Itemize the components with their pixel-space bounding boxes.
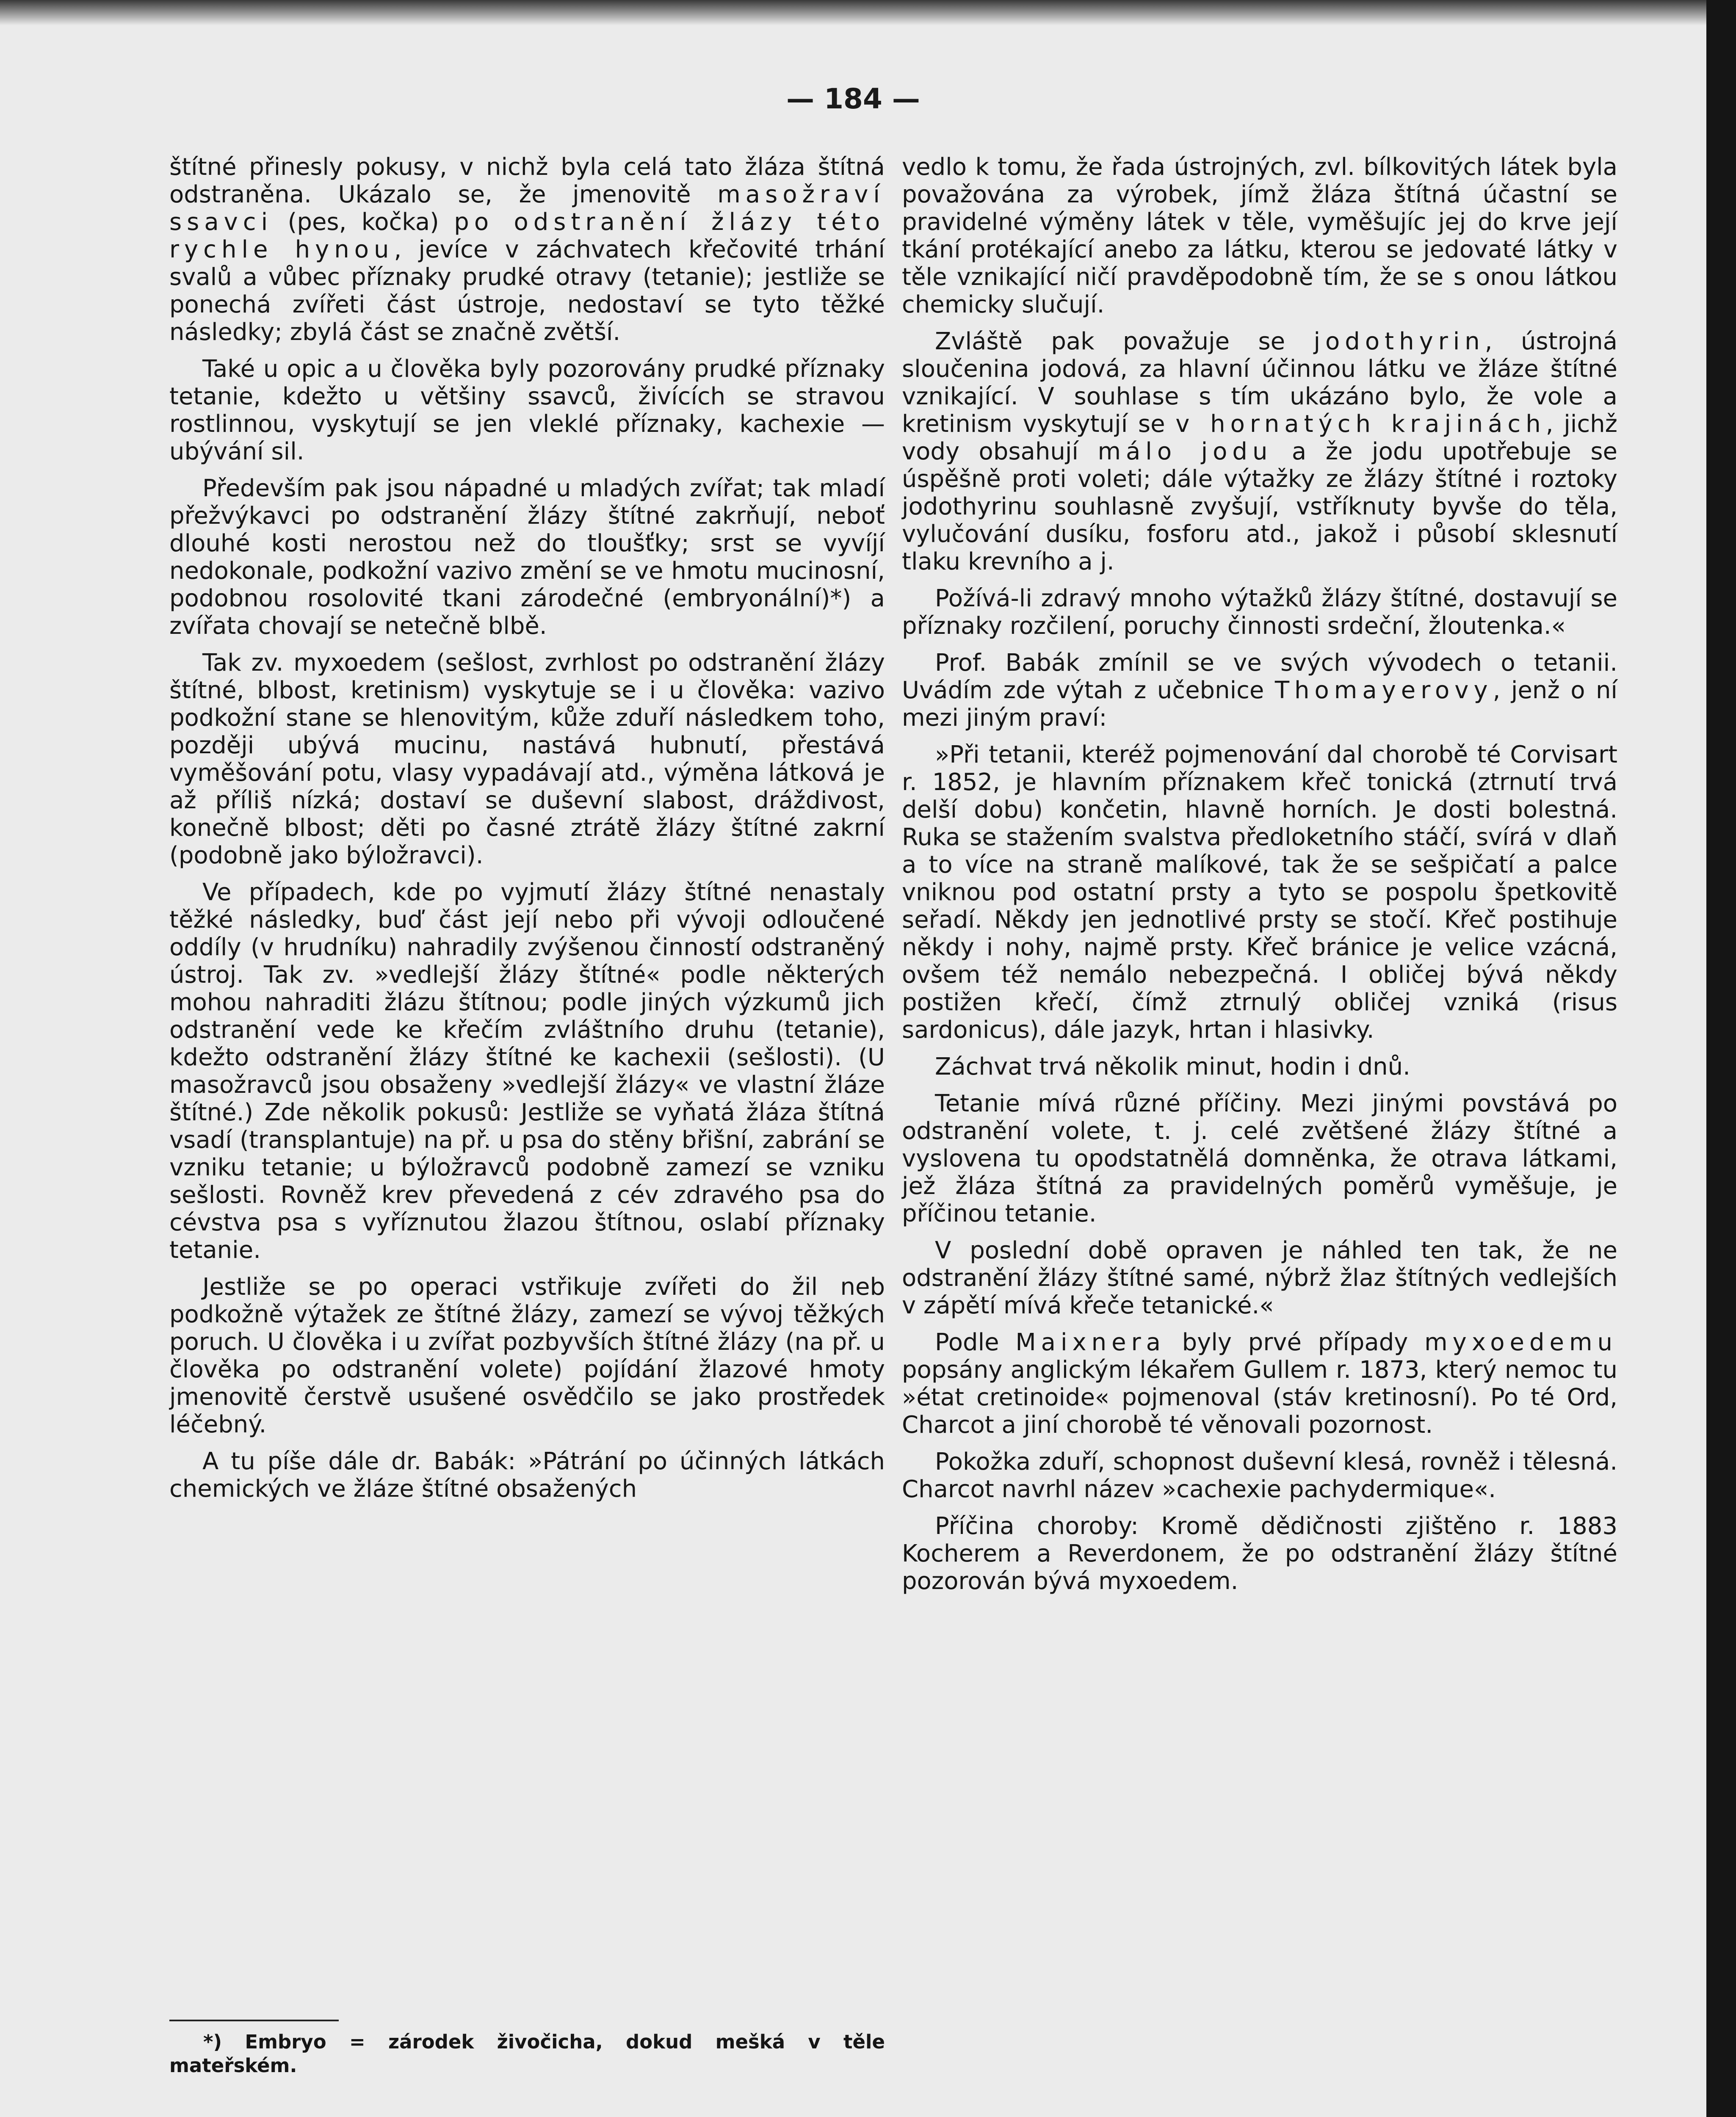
text-run: popsány anglickým lékařem Gullem r. 1873, který nemoc tu »état cretinoide« pojmenoval (stáv kretinosní). Po té Ord, Charcot a jiní chorobě té věnovali pozornost. bbox=[902, 1356, 1617, 1439]
footnote bbox=[169, 2030, 885, 2078]
text-run: vedlo k tomu, že řada ústrojných, zvl. bílkovitých látek byla považována za výrobek, jímž žláza štítná účastní se pravidelné výměny látek v těle, vyměšujíc jej do krve její tkání protékající anebo za látku, kterou se jedovaté látky v těle vznikající ničí pravděpodobně tím, že se s onou látkou chemicky slučují. bbox=[902, 153, 1617, 318]
text-run: »Při tetanii, kteréž pojmenování dal chorobě té Corvisart r. 1852, je hlavním příznakem křeč tonická (ztrnutí trvá delší dobu) končetin, hlavně horních. Je dosti bolestná. Ruka se stažením svalstva předloketního stáčí, svírá v dlaň a to více na straně malíkové, tak že se sešpičatí a palce vniknou pod ostatní prsty a tyto se pospolu špetkovitě seřadí. Někdy jen jednotlivé prsty se stočí. Křeč postihuje někdy i nohy, najmě prsty. Křeč bránice je velice vzácná, ovšem též nemálo nebezpečná. I obličej bývá někdy postižen křečí, čímž ztrnulý obličej vzniká (risus sardonicus), dále jazyk, hrtan i hlasivky. bbox=[902, 741, 1617, 1044]
right-text-column bbox=[902, 153, 1617, 1604]
spaced-emphasis: myxoedemu bbox=[1424, 1329, 1617, 1356]
page-number: — 184 — bbox=[786, 83, 920, 115]
paragraph-l7 bbox=[169, 1448, 885, 1503]
paragraph-r5 bbox=[902, 741, 1617, 1044]
text-run: byly prvé případy bbox=[1165, 1329, 1425, 1356]
text-run: a že jodu upotřebuje se úspěšně proti voleti; dále výtažky ze žlázy štítné i roztoky jodothyrinu souhlasně zvyšují, vstříknuty byvše do těla, vylučování dusíku, fosforu atd., jakož i působí sklesnutí tlaku krevního a j. bbox=[902, 438, 1617, 575]
text-run: Tetanie mívá různé příčiny. Mezi jinými povstává po odstranění volete, t. j. celé zvětšené žlázy štítné a vyslovena tu opodstatnělá domněnka, že otrava látkami, jež žláza štítná za pravidelných poměrů vyměšuje, je příčinou tetanie. bbox=[902, 1090, 1617, 1227]
text-run: Především pak jsou nápadné u mladých zvířat; tak mladí přežvýkavci po odstranění žlázy štítné zakrňují, neboť dlouhé kosti nerostou než do tloušťky; srst se vyvíjí nedokonale, podkožní vazivo změní se ve hmotu mucinosní, podobnou rosolovité tkani zárodečné (embryonální)*) a zvířata chovají se netečně blbě. bbox=[169, 475, 885, 640]
text-run: , jichž vody obsahují bbox=[902, 410, 1617, 465]
paragraph-r3 bbox=[902, 585, 1617, 640]
text-run: Pokožka zduří, schopnost duševní klesá, rovněž i tělesná. Charcot navrhl název »cachexie pachydermique«. bbox=[902, 1448, 1617, 1503]
paragraph-l2 bbox=[169, 355, 885, 465]
text-run: štítné přinesly pokusy, v nichž byla celá tato žláza štítná odstraněna. Ukázalo se, že jmenovitě bbox=[169, 153, 885, 208]
spaced-emphasis: v hornatých krajinách bbox=[1175, 410, 1546, 438]
left-text-column bbox=[169, 153, 885, 1512]
paragraph-r1 bbox=[902, 153, 1617, 318]
text-run: Tak zv. myxoedem (sešlost, zvrhlost po odstranění žlázy štítné, blbost, kretinism) vyskytuje se i u člověka: vazivo podkožní stane se hlenovitým, kůže zduří následkem toho, později ubývá mucinu, nastává hubnutí, přestává vyměšování potu, vlasy vypadávají atd., výměna látková je až příliš nízká; dostaví se duševní slabost, dráždivost, konečně blbost; děti po časné ztrátě žlázy štítné zakrní (podobně jako býložravci). bbox=[169, 649, 885, 869]
text-run: Záchvat trvá několik minut, hodin i dnů. bbox=[935, 1053, 1410, 1081]
text-run: A tu píše dále dr. Babák: »Pátrání po účinných látkách chemických ve žláze štítné obsažených bbox=[169, 1448, 885, 1503]
text-run: Také u opic a u člověka byly pozorovány prudké příznaky tetanie, kdežto u většiny ssavců, živících se stravou rostlinnou, vyskytují se jen vleklé příznaky, kachexie — ubývání sil. bbox=[169, 355, 885, 465]
paragraph-l4 bbox=[169, 649, 885, 869]
paragraph-r8 bbox=[902, 1237, 1617, 1319]
text-run: Podle bbox=[935, 1329, 1016, 1356]
footnote-rule bbox=[169, 2020, 339, 2021]
scan-dark-edge-right bbox=[1706, 0, 1736, 2117]
spaced-emphasis: Thomayerovy bbox=[1274, 677, 1493, 704]
text-run: Příčina choroby: Kromě dědičnosti zjištěno r. 1883 Kocherem a Reverdonem, že po odstranění žlázy štítné pozorován bývá myxoedem. bbox=[902, 1512, 1617, 1595]
text-run: Zvláště pak považuje se bbox=[935, 328, 1314, 355]
text-run: Ve případech, kde po vyjmutí žlázy štítné nenastaly těžké následky, buď část její nebo při vývoji odloučené oddíly (v hrudníku) nahradily zvýšenou činností odstraněný ústroj. Tak zv. »vedlejší žlázy štítné« podle některých mohou nahraditi žlázu štítnou; podle jiných výzkumů jich odstranění vede ke křečím zvláštního druhu (tetanie), kdežto odstranění žlázy štítné ke kachexii (sešlosti). (U masožravců jsou obsaženy »vedlejší žlázy« ve vlastní žláze štítné.) Zde několik pokusů: Jestliže se vyňatá žláza štítná vsadí (transplantuje) na př. u psa do stěny břišní, zabrání se vzniku tetanie; u býložravců podobně zamezí se vzniku sešlosti. Rovněž krev převedená z cév zdravého psa do cévstva psa s vyříznutou žlazou štítnou, oslabí příznaky tetanie. bbox=[169, 879, 885, 1264]
paragraph-r11 bbox=[902, 1512, 1617, 1595]
spaced-emphasis: Maixnera bbox=[1015, 1329, 1166, 1356]
text-run: , jenž o ní mezi jiným praví: bbox=[902, 677, 1617, 732]
spaced-emphasis: masožraví ssavci bbox=[169, 181, 885, 236]
spaced-emphasis: po odstranění žlázy této rychle hynou bbox=[169, 208, 885, 263]
paragraph-l1 bbox=[169, 153, 885, 346]
spaced-emphasis: jodothyrin bbox=[1313, 328, 1485, 355]
paragraph-l6 bbox=[169, 1273, 885, 1438]
paragraph-r4 bbox=[902, 649, 1617, 732]
paragraph-l3 bbox=[169, 475, 885, 640]
text-run: Požívá-li zdravý mnoho výtažků žlázy štítné, dostavují se příznaky rozčilení, poruchy činnosti srdeční, žloutenka.« bbox=[902, 585, 1617, 640]
paragraph-r6 bbox=[902, 1053, 1617, 1081]
text-run: , jevíce v záchvatech křečovité trhání svalů a vůbec příznaky prudké otravy (tetanie); jestliže se ponechá zvířeti část ústroje, nedostaví se tyto těžké následky; zbylá část se značně zvětší. bbox=[169, 236, 885, 346]
paragraph-r2 bbox=[902, 328, 1617, 575]
paragraph-r7 bbox=[902, 1090, 1617, 1227]
text-run: V poslední době opraven je náhled ten tak, že ne odstranění žlázy štítné samé, nýbrž žlaz štítných vedlejších v zápětí mívá křeče tetanické.« bbox=[902, 1237, 1617, 1319]
paragraph-l5 bbox=[169, 879, 885, 1264]
text-run: Jestliže se po operaci vstřikuje zvířeti do žil neb podkožně výtažek ze štítné žlázy, zamezí se vývoj těžkých poruch. U člověka i u zvířat pozbyvších štítné žlázy (na př. u člověka po odstranění volete) pojídání žlazové hmoty jmenovitě čerstvě usušené osvědčilo se jako prostředek léčebný. bbox=[169, 1273, 885, 1438]
paragraph-r9 bbox=[902, 1329, 1617, 1439]
spaced-emphasis: málo jodu bbox=[1097, 438, 1273, 465]
paragraph-r10 bbox=[902, 1448, 1617, 1503]
text-run: (pes, kočka) bbox=[273, 208, 454, 236]
text-run: , ústrojná sloučenina jodová, za hlavní účinnou látku ve žláze štítné vznikající. V souhlase s tím ukázáno bylo, že vole a kretinism vyskytují se bbox=[902, 328, 1617, 438]
footnote-text: *) Embryo = zárodek živočicha, dokud mešká v těle mateřském. bbox=[169, 2031, 885, 2077]
text-run: Prof. Babák zmínil se ve svých vývodech o tetanii. Uvádím zde výtah z učebnice bbox=[902, 649, 1617, 704]
